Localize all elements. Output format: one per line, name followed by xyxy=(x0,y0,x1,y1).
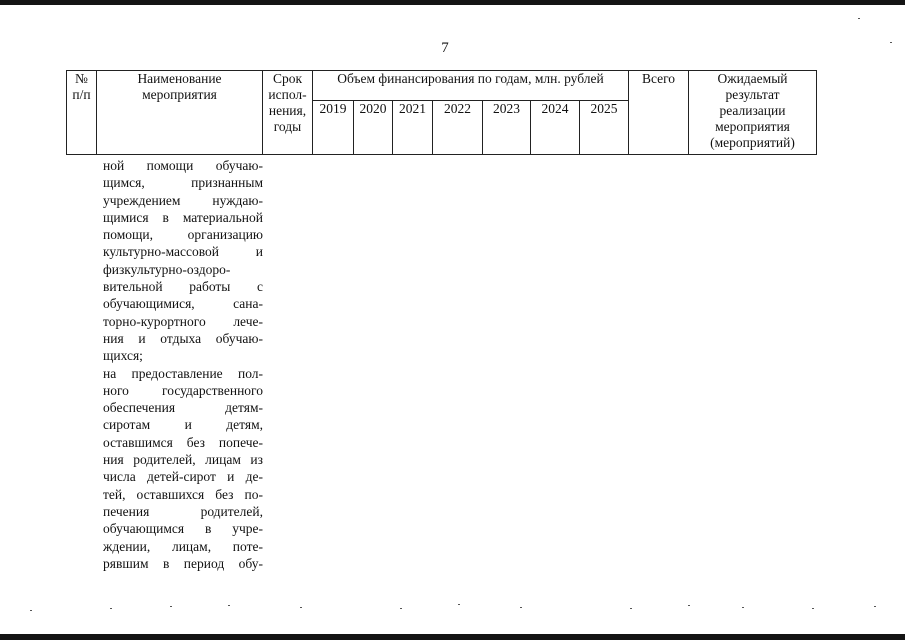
col-header-funding: Объем финансирования по годам, млн. рублей xyxy=(313,71,629,101)
description-line: ния и отдыха обучаю- xyxy=(103,330,263,346)
description-line: щимся, признанным xyxy=(103,175,263,191)
description-line: обеспечения детям- xyxy=(103,400,263,416)
description-line: щихся; xyxy=(103,348,143,364)
description-line: печения родителей, xyxy=(103,503,263,519)
description-line: физкультурно-оздоро- xyxy=(103,261,231,277)
measure-description-text xyxy=(103,157,263,572)
description-line: щимися в материальной xyxy=(103,209,263,225)
description-line: сиротам и детям, xyxy=(103,417,263,433)
description-line: культурно-массовой и xyxy=(103,244,263,260)
description-line: ждении, лицам, поте- xyxy=(103,538,263,554)
scan-border-bottom xyxy=(0,634,905,640)
description-line: ного государственного xyxy=(103,382,263,398)
year-header-2022: 2022 xyxy=(433,101,483,155)
description-line: обучающимися, сана- xyxy=(103,296,263,312)
col-header-result: Ожидаемый результат реализации мероприятия (мероприятий) xyxy=(689,71,817,155)
scan-border-top xyxy=(0,0,905,5)
description-line: ной помощи обучаю- xyxy=(103,158,263,173)
year-header-2023: 2023 xyxy=(483,101,531,155)
col-header-total: Всего xyxy=(629,71,689,155)
plan-table-header xyxy=(66,70,817,155)
description-line: вительной работы с xyxy=(103,279,263,295)
description-line: тей, оставшихся без по- xyxy=(103,486,263,502)
description-line: обучающимся в учре- xyxy=(103,521,263,537)
year-header-2020: 2020 xyxy=(354,101,393,155)
description-line: числа детей-сирот и де- xyxy=(103,469,263,485)
year-header-2019: 2019 xyxy=(313,101,354,155)
col-header-number: № п/п xyxy=(67,71,97,155)
description-line: учреждением нуждаю- xyxy=(103,192,263,208)
description-line: оставшимся без попече- xyxy=(103,434,263,450)
col-header-name: Наименование мероприятия xyxy=(97,71,263,155)
year-header-2025: 2025 xyxy=(580,101,629,155)
description-line: на предоставление пол- xyxy=(103,365,263,381)
year-header-2021: 2021 xyxy=(393,101,433,155)
description-line: рявшим в период обу- xyxy=(103,555,263,571)
page-number: 7 xyxy=(441,40,449,56)
description-line: ния родителей, лицам из xyxy=(103,452,263,468)
year-header-2024: 2024 xyxy=(531,101,580,155)
description-line: торно-курортного лече- xyxy=(103,313,263,329)
col-header-term: Срок испол-нения, годы xyxy=(263,71,313,155)
description-line: помощи, организацию xyxy=(103,227,263,243)
